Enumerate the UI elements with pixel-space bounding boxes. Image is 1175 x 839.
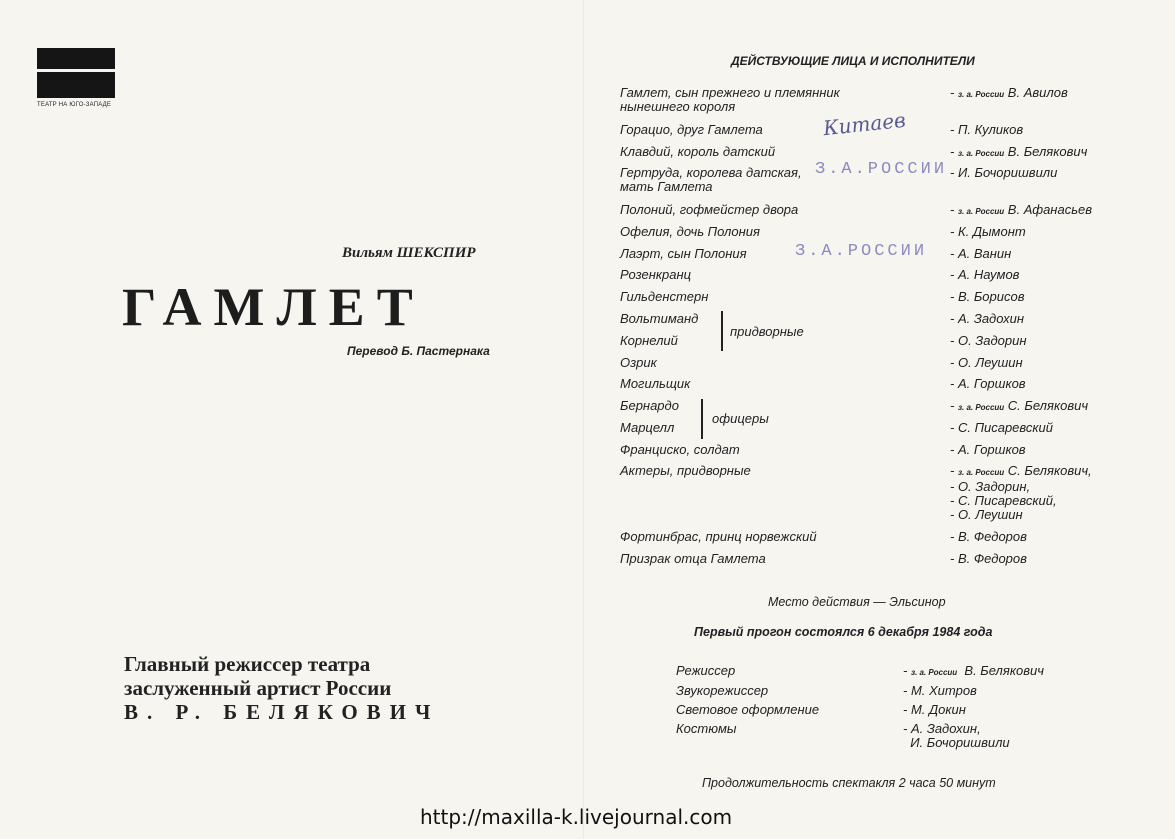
cast-role	[620, 268, 950, 282]
actor-name: - О. Задорин,	[950, 479, 1031, 494]
translation-credit: Перевод Б. Пастернака	[347, 344, 490, 358]
place-of-action: Место действия — Эльсинор	[768, 595, 946, 609]
cast-role	[620, 421, 950, 435]
role-name: Розенкранц	[620, 267, 692, 282]
cast-actor: - И. Бочоришвили	[950, 165, 1058, 180]
courtiers-bracket	[721, 311, 723, 351]
crew-role: Костюмы	[676, 721, 737, 736]
honored-artist-prefix: з. а. России	[910, 668, 958, 677]
watermark-url: http://maxilla-k.livejournal.com	[420, 805, 733, 829]
actor-name: С. Белякович	[1007, 398, 1089, 413]
role-name: Бернардо	[620, 398, 679, 413]
crew-person: В. Белякович	[964, 663, 1044, 678]
actor-name: О. Задорин	[957, 333, 1027, 348]
courtiers-label: придворные	[730, 324, 804, 339]
cast-actor: - А. Задохин	[950, 311, 1025, 326]
actor-name: С. Писаревский	[957, 420, 1054, 435]
crew-person: М. Докин	[910, 702, 966, 717]
actor-name: В. Авилов	[1007, 85, 1068, 100]
role-name: Франциско, солдат	[620, 442, 740, 457]
actor-name: В. Федоров	[957, 551, 1027, 566]
crew-person: М. Хитров	[910, 683, 977, 698]
role-name: Могильщик	[620, 376, 691, 391]
cast-actor: - В. Федоров	[950, 529, 1027, 544]
crew-name: - М. Хитров	[903, 683, 977, 698]
cast-actor: - С. Писаревский	[950, 420, 1054, 435]
cast-actor: - А. Ванин	[950, 246, 1012, 261]
cast-actor: - В. Борисов	[950, 289, 1025, 304]
director-credit	[124, 652, 439, 724]
crew-role: Звукорежиссер	[676, 683, 769, 698]
role-name: Гамлет, сын прежнего и племянник	[620, 85, 840, 100]
role-name: Гертруда, королева датская,	[620, 165, 802, 180]
actor-name: К. Дымонт	[957, 224, 1026, 239]
honored-artist-prefix: з. а. России	[957, 149, 1005, 158]
actor-name: О. Леушин	[957, 355, 1023, 370]
cast-role	[620, 145, 950, 159]
stamp-honored-artist: З.А.РОССИИ	[815, 160, 948, 179]
crew-name: - М. Докин	[903, 702, 966, 717]
officers-label: офицеры	[712, 411, 769, 426]
cast-actor: - з. а. России В. Белякович	[950, 144, 1088, 159]
cast-actor: - з. а. России В. Афанасьев	[950, 202, 1093, 217]
cast-actor: - К. Дымонт	[950, 224, 1026, 239]
cast-role	[620, 443, 950, 457]
cast-role	[620, 203, 950, 217]
actor-name: В. Борисов	[957, 289, 1025, 304]
role-name: Горацио, друг Гамлета	[620, 122, 763, 137]
crew-name: - з. а. России В. Белякович	[903, 663, 1044, 678]
actor-name: И. Бочоришвили	[957, 165, 1058, 180]
stamp-honored-artist-2: З.А.РОССИИ	[795, 242, 928, 261]
cast-actor: - О. Задорин	[950, 333, 1027, 348]
actor-name: А. Задохин	[957, 311, 1025, 326]
role-name: Призрак отца Гамлета	[620, 551, 766, 566]
role-name: Актеры, придворные	[620, 463, 751, 478]
cast-role	[620, 377, 950, 391]
cast-actor: - А. Горшков	[950, 376, 1026, 391]
cast-actor: - з. а. России С. Белякович, - О. Задорин, - С. Писаревский, - О. Леушин	[950, 463, 1092, 522]
honored-artist-prefix: з. а. России	[957, 207, 1005, 216]
handwritten-signature: Китаев	[821, 107, 907, 141]
cast-actor: - А. Наумов	[950, 267, 1020, 282]
role-name: Клавдий, король датский	[620, 144, 776, 159]
director-line-2: заслуженный артист России	[124, 676, 392, 700]
cast-role	[620, 530, 950, 544]
cast-actor: - П. Куликов	[950, 122, 1024, 137]
theatre-logo	[37, 48, 117, 108]
actor-name: П. Куликов	[957, 122, 1024, 137]
role-name: Корнелий	[620, 333, 678, 348]
role-name-cont: мать Гамлета	[620, 179, 713, 194]
actor-name: В. Афанасьев	[1007, 202, 1093, 217]
actor-name: А. Горшков	[957, 376, 1026, 391]
role-name: Фортинбрас, принц норвежский	[620, 529, 817, 544]
actor-name: - С. Писаревский,	[950, 493, 1057, 508]
actor-name: А. Наумов	[957, 267, 1020, 282]
actor-name: В. Белякович	[1007, 144, 1088, 159]
actor-name: С. Белякович,	[1007, 463, 1092, 478]
role-name: Марцелл	[620, 420, 675, 435]
cast-role	[620, 464, 950, 478]
honored-artist-prefix: з. а. России	[957, 403, 1005, 412]
cast-role	[620, 356, 950, 370]
role-name: Лаэрт, сын Полония	[620, 246, 747, 261]
cast-heading: ДЕЙСТВУЮЩИЕ ЛИЦА И ИСПОЛНИТЕЛИ	[731, 54, 975, 68]
officers-bracket	[701, 399, 703, 439]
cast-role	[620, 290, 950, 304]
play-title: ГАМЛЕТ	[122, 277, 425, 337]
actor-name: А. Горшков	[957, 442, 1026, 457]
crew-person-cont: И. Бочоришвили	[910, 735, 1010, 750]
logo-caption: ТЕАТР НА ЮГО-ЗАПАДЕ	[37, 102, 112, 108]
cast-actor: - з. а. России С. Белякович	[950, 398, 1089, 413]
cast-actor: - В. Федоров	[950, 551, 1027, 566]
role-name: Гильденстерн	[620, 289, 709, 304]
role-name: Озрик	[620, 355, 657, 370]
director-line-3: В. Р. БЕЛЯКОВИЧ	[124, 700, 440, 724]
duration: Продолжительность спектакля 2 часа 50 минут	[702, 776, 996, 790]
cast-role	[620, 225, 950, 239]
crew-role: Световое оформление	[676, 702, 820, 717]
logo-mark	[37, 48, 115, 98]
actor-name: - О. Леушин	[950, 507, 1023, 522]
cast-actor: - О. Леушин	[950, 355, 1023, 370]
premiere-date: Первый прогон состоялся 6 декабря 1984 года	[694, 625, 993, 639]
cast-actor: - з. а. России В. Авилов	[950, 85, 1068, 100]
author: Вильям ШЕКСПИР	[342, 245, 476, 261]
page-fold	[583, 0, 584, 839]
crew-role: Режиссер	[676, 663, 736, 678]
cast-role	[620, 399, 950, 413]
director-line-1: Главный режиссер театра	[124, 652, 371, 676]
honored-artist-prefix: з. а. России	[957, 90, 1005, 99]
role-name-cont: нынешнего короля	[620, 99, 736, 114]
cast-actor: - А. Горшков	[950, 442, 1026, 457]
actor-name: В. Федоров	[957, 529, 1027, 544]
role-name: Офелия, дочь Полония	[620, 224, 760, 239]
honored-artist-prefix: з. а. России	[957, 468, 1005, 477]
crew-name: - А. Задохин, И. Бочоришвили	[903, 721, 1010, 750]
cast-role	[620, 552, 950, 566]
role-name: Полоний, гофмейстер двора	[620, 202, 799, 217]
crew-person: А. Задохин,	[910, 721, 981, 736]
role-name: Вольтиманд	[620, 311, 699, 326]
actor-name: А. Ванин	[957, 246, 1012, 261]
